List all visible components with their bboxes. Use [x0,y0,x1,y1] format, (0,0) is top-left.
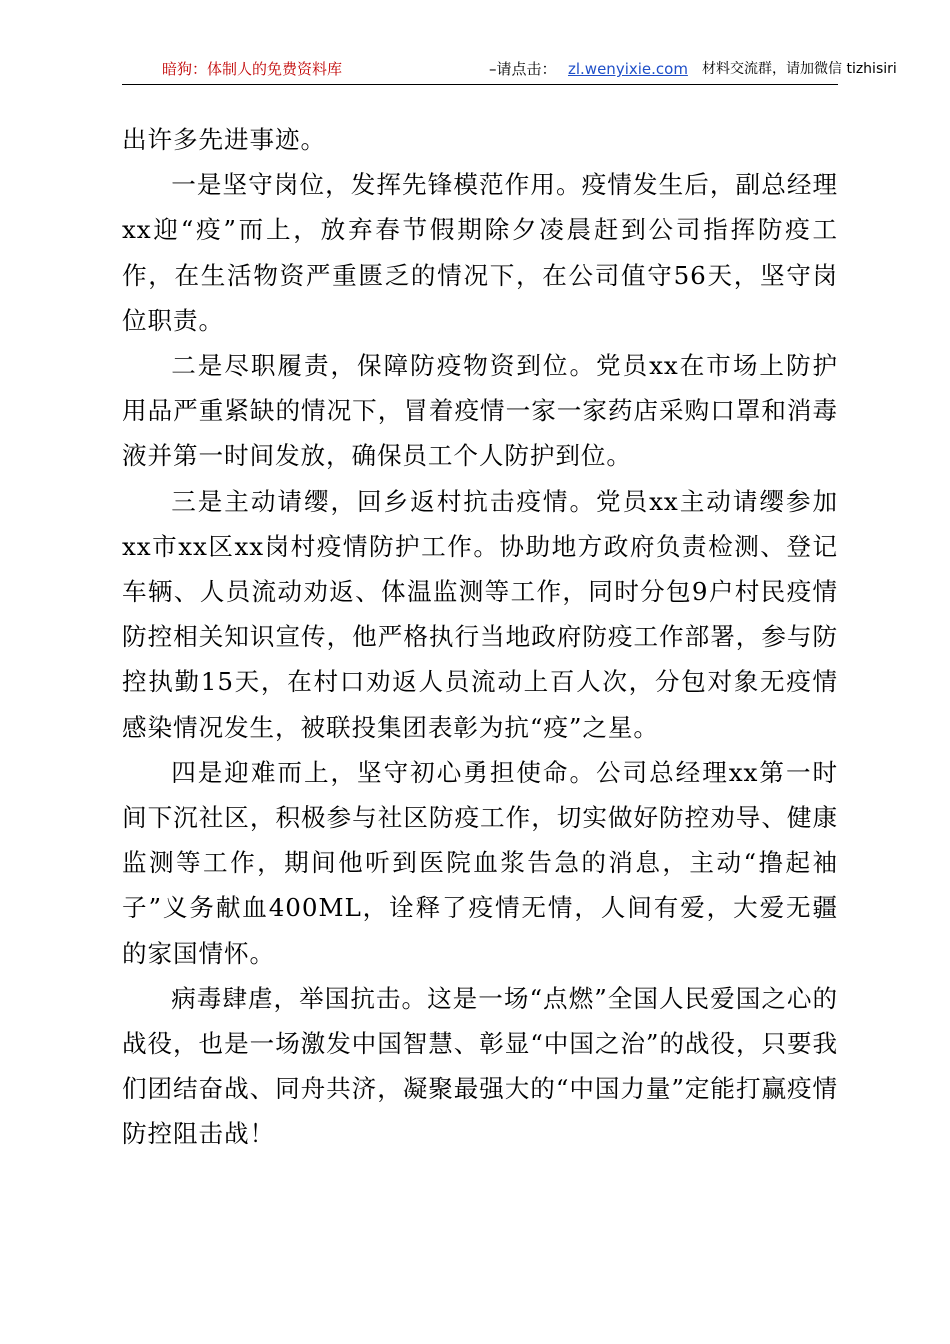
paragraph-point-3: 三是主动请缨，回乡返村抗击疫情。党员xx主动请缨参加xx市xx区xx岗村疫情防护工作。协助地方政府负责检测、登记车辆、人员流动劝返、体温监测等工作，同时分包9户村民疫情防控相关知识宣传，他严格执行当地政府防疫工作部署，参与防控执勤15天，在村口劝返人员流动上百人次，分包对象无疫情感染情况发生，被联投集团表彰为抗“疫”之星。 [122,486,838,742]
header-wechat-note: 材料交流群，请加微信 tizhisiri [702,61,897,77]
paragraph-point-4: 四是迎难而上，坚守初心勇担使命。公司总经理xx第一时间下沉社区，积极参与社区防疫工作，切实做好防控劝导、健康监测等工作，期间他听到医院血浆告急的消息，主动“撸起袖子”义务献血400ML，诠释了疫情无情，人间有爱，大爱无疆的家国情怀。 [122,757,838,968]
header-link[interactable]: zl.wenyixie.com [568,60,688,78]
header-link-prefix: –请点击： [489,60,557,78]
document-body [122,117,838,1157]
paragraph-continuation: 出许多先进事迹。 [122,125,326,154]
paragraph-point-2: 二是尽职履责，保障防疫物资到位。党员xx在市场上防护用品严重紧缺的情况下，冒着疫情一家一家药店采购口罩和消毒液并第一时间发放，确保员工个人防护到位。 [122,351,838,471]
page-header [122,56,897,85]
paragraph-point-1: 一是坚守岗位，发挥先锋模范作用。疫情发生后，副总经理xx迎“疫”而上，放弃春节假期除夕凌晨赶到公司指挥防疫工作，在生活物资严重匮乏的情况下，在公司值守56天，坚守岗位职责。 [122,170,838,335]
header-site-title: 暗狗：体制人的免费资料库 [162,60,343,78]
paragraph-conclusion: 病毒肆虐，举国抗击。这是一场“点燃”全国人民爱国之心的战役，也是一场激发中国智慧、彰显“中国之治”的战役，只要我们团结奋战、同舟共济，凝聚最强大的“中国力量”定能打赢疫情防控阻击战！ [122,983,838,1149]
